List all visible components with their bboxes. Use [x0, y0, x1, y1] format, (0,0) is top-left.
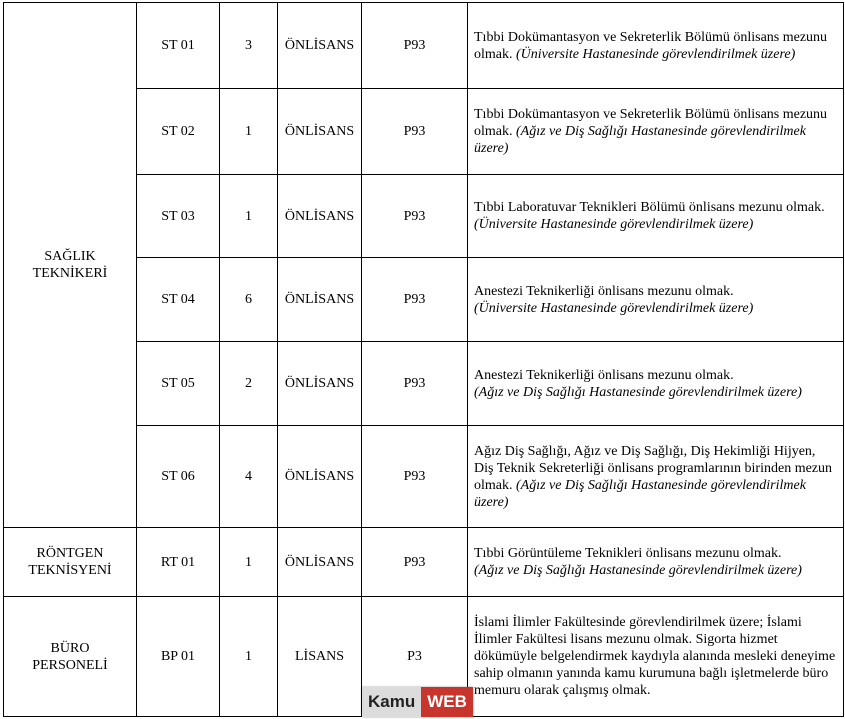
education-level: ÖNLİSANS — [278, 175, 362, 258]
requirement-cell — [468, 89, 844, 175]
education-level: ÖNLİSANS — [278, 426, 362, 528]
position-count: 1 — [220, 175, 278, 258]
assignment-note: (Ağız ve Diş Sağlığı Hastanesinde görevlendirilmek üzere) — [474, 563, 802, 578]
position-count: 6 — [220, 258, 278, 342]
requirement-text: Ağız Diş Sağlığı, Ağız ve Diş Sağlığı, Diş Hekimliği Hijyen, Diş Teknik Sekreterliği önlisans programlarının birinden mezun olmak. — [474, 443, 833, 493]
assignment-note: (Üniversite Hastanesinde görevlendirilmek üzere) — [516, 46, 796, 62]
education-level: ÖNLİSANS — [278, 342, 362, 426]
kpss-score-type: P93 — [362, 426, 468, 528]
position-title-cell — [4, 3, 137, 528]
position-code: ST 03 — [137, 175, 220, 258]
kpss-score-type: P93 — [362, 528, 468, 597]
position-title-line: RÖNTGEN — [36, 546, 104, 561]
position-title-line: PERSONELİ — [32, 657, 108, 673]
requirement-cell — [468, 528, 844, 597]
positions-table — [3, 2, 844, 717]
education-level: ÖNLİSANS — [278, 258, 362, 342]
position-code: ST 05 — [137, 342, 220, 426]
assignment-note: (Ağız ve Diş Sağlığı Hastanesinde görevlendirilmek üzere) — [474, 124, 806, 156]
kpss-score-type: P93 — [362, 3, 468, 89]
requirement-text: Tıbbi Dokümantasyon ve Sekreterlik Bölümü önlisans mezunu olmak. — [474, 107, 828, 139]
position-code: RT 01 — [137, 528, 220, 597]
requirement-text: İslami İlimler Fakültesinde görevlendirilmek üzere; İslami İlimler Fakültesi lisans mezunu olmak. Sigorta hizmet dökümüyle belgelendirmek kaydıyla alanında mesleki deneyime sahip olmanın yanında kamu kurumuna bağlı işletmelerde büro memuru olarak çalışmış olmak. — [474, 615, 836, 698]
kpss-score-type: P93 — [362, 89, 468, 175]
table-row — [4, 3, 844, 89]
position-code: ST 02 — [137, 89, 220, 175]
kpss-score-type: P3 — [362, 597, 468, 717]
position-title-cell — [4, 528, 137, 597]
education-level: ÖNLİSANS — [278, 528, 362, 597]
position-title-cell — [4, 597, 137, 717]
position-count: 1 — [220, 597, 278, 717]
assignment-note: (Üniversite Hastanesinde görevlendirilmek üzere) — [474, 217, 754, 232]
assignment-note: (Ağız ve Diş Sağlığı Hastanesinde görevlendirilmek üzere) — [474, 477, 806, 510]
position-code: BP 01 — [137, 597, 220, 717]
requirement-text: Tıbbi Laboratuvar Teknikleri Bölümü önlisans mezunu olmak. — [474, 200, 825, 215]
watermark-web: WEB — [421, 687, 473, 717]
education-level: ÖNLİSANS — [278, 89, 362, 175]
education-level: ÖNLİSANS — [278, 3, 362, 89]
requirement-text: Anestezi Teknikerliği önlisans mezunu olmak. — [474, 283, 734, 299]
assignment-note: (Üniversite Hastanesinde görevlendirilmek üzere) — [474, 300, 754, 316]
position-count: 4 — [220, 426, 278, 528]
requirement-cell — [468, 3, 844, 89]
assignment-note: (Ağız ve Diş Sağlığı Hastanesinde görevlendirilmek üzere) — [474, 384, 802, 400]
requirement-cell — [468, 426, 844, 528]
position-code: ST 06 — [137, 426, 220, 528]
kpss-score-type: P93 — [362, 175, 468, 258]
requirement-text: Tıbbi Görüntüleme Teknikleri önlisans mezunu olmak. — [474, 546, 782, 561]
requirement-cell — [468, 597, 844, 717]
position-title-line: TEKNİKERİ — [32, 266, 108, 281]
position-count: 2 — [220, 342, 278, 426]
requirement-cell — [468, 175, 844, 258]
requirement-cell — [468, 342, 844, 426]
position-title-line: SAĞLIK — [44, 249, 96, 264]
requirement-text: Anestezi Teknikerliği önlisans mezunu olmak. — [474, 367, 734, 383]
position-count: 3 — [220, 3, 278, 89]
requirement-text: Tıbbi Dokümantasyon ve Sekreterlik Bölümü önlisans mezunu olmak. — [474, 29, 828, 62]
position-count: 1 — [220, 89, 278, 175]
position-count: 1 — [220, 528, 278, 597]
table-row — [4, 528, 844, 597]
requirement-cell — [468, 258, 844, 342]
kpss-score-type: P93 — [362, 342, 468, 426]
position-code: ST 01 — [137, 3, 220, 89]
kamuweb-watermark — [362, 687, 473, 717]
position-title-line: BÜRO — [50, 640, 90, 656]
education-level: LİSANS — [278, 597, 362, 717]
position-code: ST 04 — [137, 258, 220, 342]
position-title-line: TEKNİSYENİ — [28, 563, 112, 578]
watermark-kamu: Kamu — [362, 687, 421, 717]
kpss-score-type: P93 — [362, 258, 468, 342]
